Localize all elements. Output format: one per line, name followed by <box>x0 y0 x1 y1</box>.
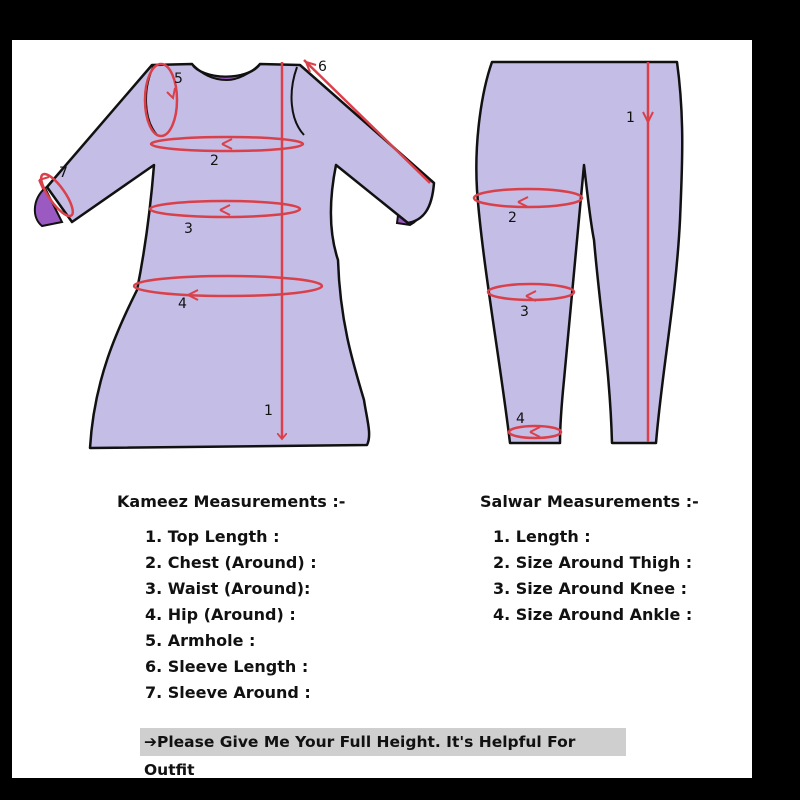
kameez-marker-7: 7 <box>59 165 68 181</box>
kameez-marker-5: 5 <box>174 71 183 87</box>
list-item: 7. Sleeve Around : <box>145 683 311 702</box>
salwar-marker-3: 3 <box>520 304 529 320</box>
list-item: 2. Chest (Around) : <box>145 553 317 572</box>
kameez-marker-4: 4 <box>178 296 187 312</box>
kameez-body <box>47 64 434 448</box>
height-note <box>140 728 626 779</box>
list-item: 1. Top Length : <box>145 527 280 546</box>
salwar-marker-4: 4 <box>516 411 525 427</box>
arrow-right-icon: ➔ <box>144 733 157 751</box>
list-item: 1. Length : <box>493 527 591 546</box>
list-item: 5. Armhole : <box>145 631 256 650</box>
kameez-marker-2: 2 <box>210 153 219 169</box>
salwar-figure <box>476 62 682 443</box>
salwar-measurement-list <box>493 524 692 628</box>
kameez-marker-3: 3 <box>184 221 193 237</box>
list-item: 6. Sleeve Length : <box>145 657 309 676</box>
measurement-illustration <box>12 40 752 510</box>
salwar-section-title: Salwar Measurements :- <box>480 492 699 511</box>
salwar-marker-1: 1 <box>626 110 635 126</box>
kameez-measurement-list <box>145 524 317 706</box>
list-item: 3. Size Around Knee : <box>493 579 688 598</box>
height-note-text: Please Give Me Your Full Height. It's Helpful For Outfit <box>144 733 576 779</box>
list-item: 3. Waist (Around): <box>145 579 311 598</box>
kameez-marker-6: 6 <box>318 59 327 75</box>
kameez-section-title: Kameez Measurements :- <box>117 492 346 511</box>
salwar-marker-2: 2 <box>508 210 517 226</box>
salwar-body <box>476 62 682 443</box>
list-item: 4. Hip (Around) : <box>145 605 296 624</box>
list-item: 4. Size Around Ankle : <box>493 605 693 624</box>
measurement-sheet <box>12 40 752 778</box>
kameez-figure <box>35 64 434 448</box>
kameez-marker-1: 1 <box>264 403 273 419</box>
list-item: 2. Size Around Thigh : <box>493 553 693 572</box>
